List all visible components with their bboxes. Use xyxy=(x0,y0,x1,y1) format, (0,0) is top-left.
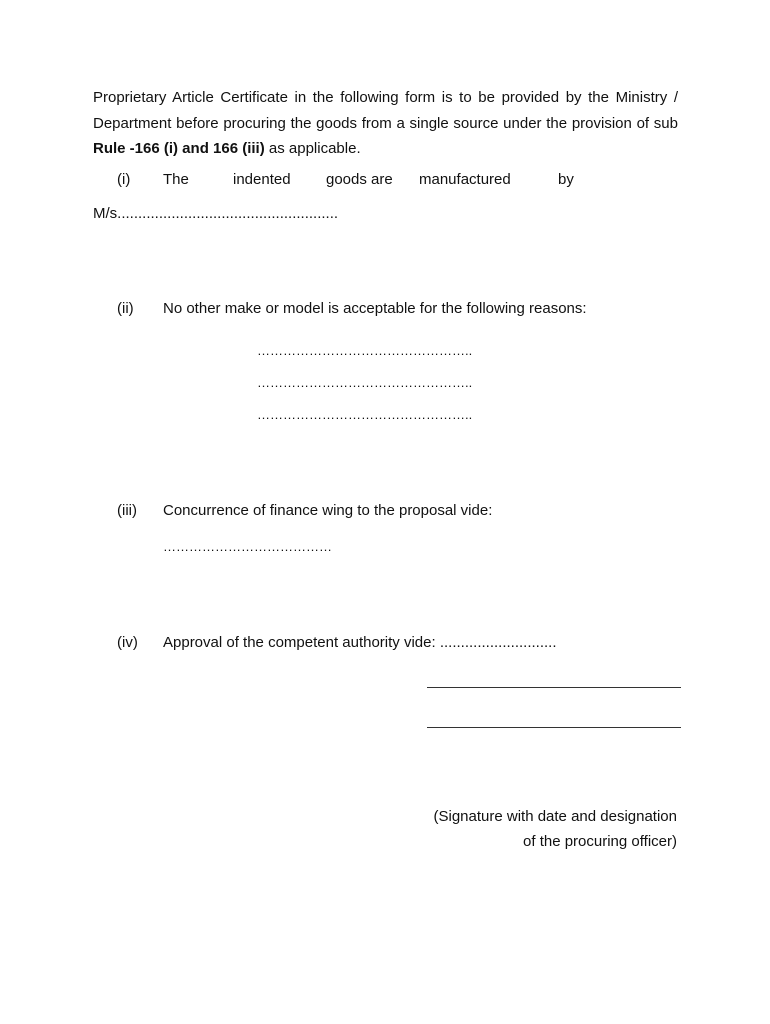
item-ii-text: No other make or model is acceptable for the following reasons: xyxy=(163,300,587,317)
item-iii-number: (iii) xyxy=(117,502,137,519)
signature-line-2 xyxy=(427,727,681,728)
item-i-word-indented: indented xyxy=(233,171,291,188)
item-i-word-the: The xyxy=(163,171,189,188)
item-ii-reason-blank-2: ………………………………………….. xyxy=(257,375,473,390)
intro-text-after: as applicable. xyxy=(264,140,361,157)
item-iii-finance-blank: ………………………………… xyxy=(163,539,332,554)
intro-text-before: Proprietary Article Certificate in the following form is to be provided by the Ministry / Department before procuring the goods from a single source under the provision of sub xyxy=(93,89,678,132)
item-i-word-manufactured: manufactured xyxy=(419,171,511,188)
item-i-word-by: by xyxy=(558,171,574,188)
intro-rule-reference: Rule -166 (i) and 166 (iii) xyxy=(93,140,265,157)
intro-paragraph xyxy=(93,85,678,162)
item-i-manufacturer-blank: M/s..................................................... xyxy=(93,205,339,222)
item-ii-reason-blank-3: ………………………………………….. xyxy=(257,407,473,422)
signature-caption-line-1: (Signature with date and designation xyxy=(433,808,677,825)
signature-line-1 xyxy=(427,687,681,688)
signature-caption-line-2: of the procuring officer) xyxy=(523,833,677,850)
item-iii-text: Concurrence of finance wing to the proposal vide: xyxy=(163,502,493,519)
item-ii-number: (ii) xyxy=(117,300,134,317)
item-iv-number: (iv) xyxy=(117,634,138,651)
item-i-number: (i) xyxy=(117,171,131,188)
item-ii-reason-blank-1: ………………………………………….. xyxy=(257,343,473,358)
item-i-word-goods-are: goods are xyxy=(326,171,393,188)
item-iv-text: Approval of the competent authority vide: ............................ xyxy=(163,634,557,651)
